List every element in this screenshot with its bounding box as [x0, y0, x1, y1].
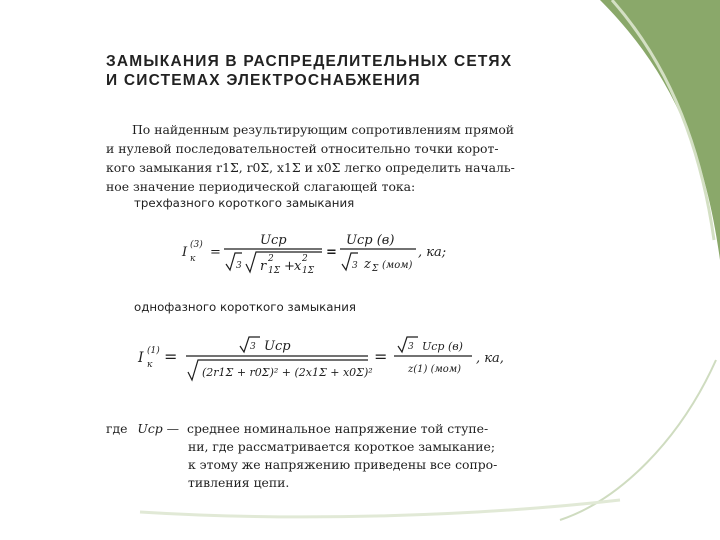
formula1-equals-1: =	[210, 245, 221, 260]
where-text-4: тивления цепи.	[188, 475, 290, 490]
single-phase-label: однофазного короткого замыкания	[134, 300, 356, 314]
where-text-3: к этому же напряжению приведены все сопро-	[188, 457, 498, 472]
formula1-plus: +	[284, 259, 295, 274]
three-phase-label: трехфазного короткого замыкания	[134, 196, 355, 210]
formula2-num2: Uср (в)	[422, 340, 463, 353]
formula1-tail: , ка;	[418, 245, 447, 260]
green-corner-swoosh	[600, 0, 720, 260]
formula1-lhs: I	[182, 245, 188, 260]
bottom-shadow-curve	[140, 500, 620, 517]
formula-single-phase	[136, 334, 516, 388]
where-text-2: ни, где рассматривается короткое замыкание;	[188, 439, 496, 454]
formula1-lhs-sup: (3)	[190, 240, 203, 250]
formula1-num2: Uср (в)	[346, 233, 395, 248]
formula1-equals-2: =	[326, 245, 337, 260]
formula2-tail: , ка,	[476, 351, 504, 366]
formula1-x-sub: 1Σ	[302, 266, 315, 276]
bottom-green-curve	[560, 360, 716, 520]
formula1-unit: (мом)	[382, 260, 413, 271]
title-line-2: И СИСТЕМАХ ЭЛЕКТРОСНАБЖЕНИЯ	[106, 72, 421, 89]
formula2-num1: Uср	[264, 339, 291, 354]
formula1-root-3-b-value: 3	[352, 261, 358, 271]
page-title	[106, 52, 512, 90]
formula1-root-3-value: 3	[236, 261, 242, 271]
formula2-lhs: I	[138, 350, 144, 366]
formula2-den2: z(1) (мом)	[408, 364, 462, 375]
where-prefix: где	[106, 421, 128, 436]
formula2-equals-1: =	[164, 347, 178, 366]
where-symbol: Uср —	[137, 421, 180, 436]
formula1-z: z	[364, 257, 371, 272]
intro-line-2: и нулевой последовательностей относительно точки корот-	[106, 141, 499, 156]
title-line-1: ЗАМЫКАНИЯ В РАСПРЕДЕЛИТЕЛЬНЫХ СЕТЯХ	[106, 53, 513, 70]
intro-line-3: кого замыкания r1Σ, r0Σ, x1Σ и x0Σ легко определить началь-	[106, 160, 515, 175]
formula1-x: x	[294, 259, 302, 274]
intro-line-1: По найденным результирующим сопротивлениям прямой	[132, 122, 515, 137]
formula-three-phase	[180, 226, 480, 276]
intro-line-4: ное значение периодической слагающей тока:	[106, 179, 416, 194]
formula2-num2-root-value: 3	[408, 342, 414, 352]
where-clause	[106, 420, 546, 492]
formula1-r-sub: 1Σ	[268, 266, 281, 276]
where-text-1: среднее номинальное напряжение той ступе-	[187, 421, 489, 436]
formula1-lhs-sub: к	[190, 254, 196, 264]
formula2-lhs-sub: к	[147, 360, 153, 370]
intro-paragraph	[106, 120, 536, 196]
formula2-lhs-sup: (1)	[147, 346, 160, 356]
formula1-r-square: 2	[268, 254, 274, 264]
formula1-x-square: 2	[302, 254, 308, 264]
formula1-z-sub: Σ	[372, 264, 379, 274]
formula1-r: r	[260, 259, 267, 274]
formula1-num1: Uср	[260, 233, 287, 248]
formula2-equals-2: =	[374, 347, 388, 366]
formula2-den1: (2r1Σ + r0Σ)² + (2x1Σ + x0Σ)²	[202, 366, 373, 379]
where-line-1	[106, 420, 546, 438]
formula2-num-root-value: 3	[250, 342, 256, 352]
